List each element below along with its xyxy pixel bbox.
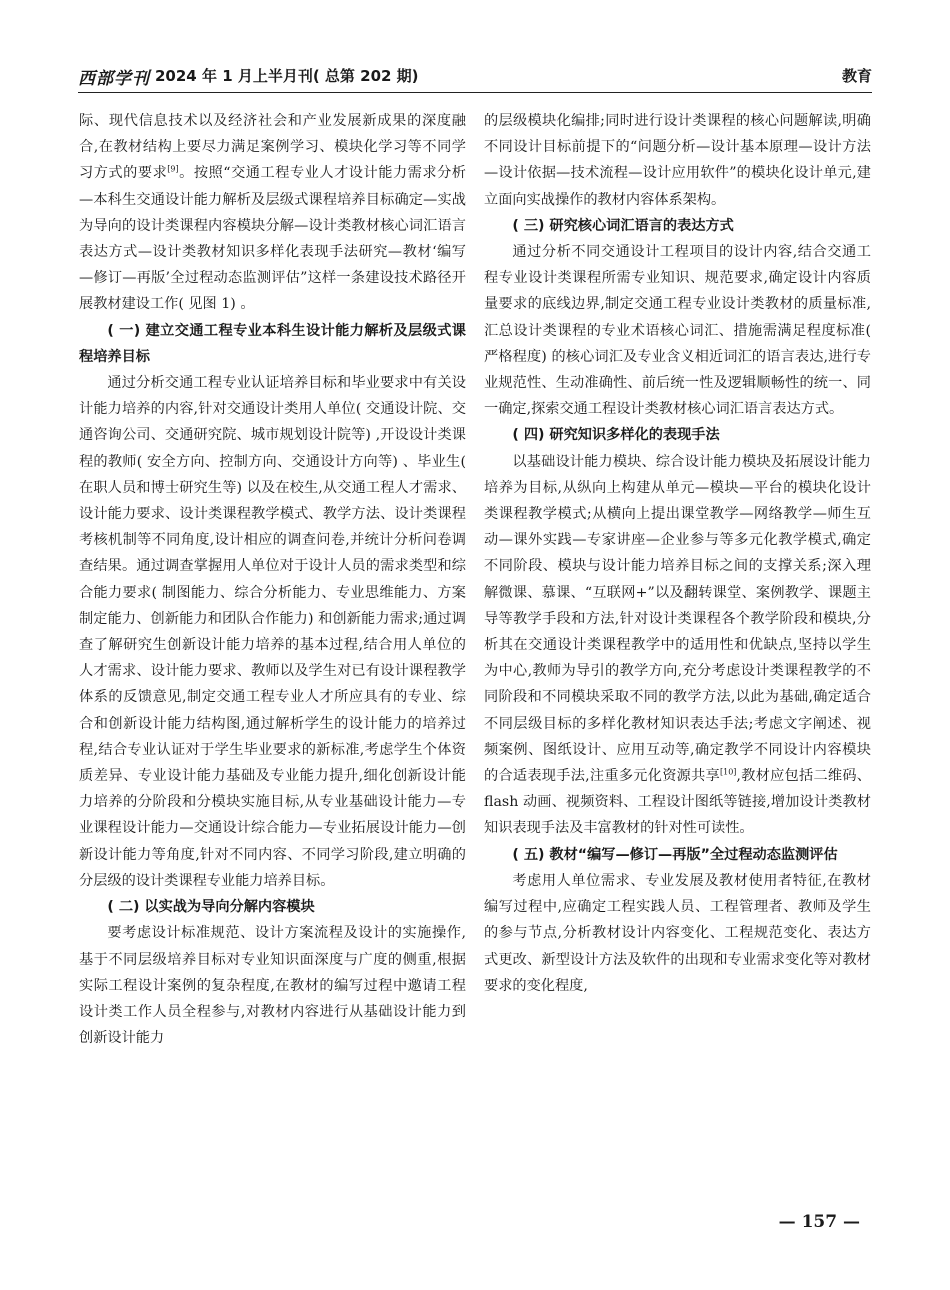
paragraph: 通过分析不同交通设计工程项目的设计内容,结合交通工程专业设计类课程所需专业知识、规范要求,确定设计内容质量要求的底线边界,制定交通工程专业设计类教材的质量标准,汇总设计类课程的专业术语核心词汇、措施需满足程度标准( 严格程度) 的核心词汇及专业含义相近词汇的语言表达,进行专业规范性、生动准确性、前后统一性及逻辑顺畅性的统一、同一确定,探索交通工程设计类教材核心词汇语言表达方式。	[484, 244, 871, 418]
section-heading: ( 五) 教材“编写—修订—再版”全过程动态监测评估	[512, 846, 838, 863]
paragraph: 以基础设计能力模块、综合设计能力模块及拓展设计能力培养为目标,从纵向上构建从单元—模块—平台的模块化设计类课程教学模式;从横向上提出课堂教学—网络教学—师生互动—课外实践—专家讲座—企业参与等多元化教学模式,确定不同阶段、模块与设计能力培养目标之间的支撑关系;深入理解微课、慕课、“互联网+”以及翻转课堂、案例教学、课题主导等教学手段和方法,针对设计类课程各个教学阶段和模块,分析其在交通设计类课程教学中的适用性和优缺点,坚持以学生为中心,教师为导引的教学方向,充分考虑设计类课程教学的不同阶段和不同模块采取不同的教学方法,以此为基础,确定适合不同层级目标的多样化教材知识表达手法;考虑文字阐述、视频案例、图纸设计、应用互动等,确定教学不同设计内容模块的合适表现手法,注重多元化资源共享[10],教材应包括二维码、flash 动画、视频资料、工程设计图纸等链接,增加设计类教材知识表现手法及丰富教材的针对性可读性。	[484, 453, 871, 837]
paragraph: 要考虑设计标准规范、设计方案流程及设计的实施操作,基于不同层级培养目标对专业知识面深度与广度的侧重,根据实际工程设计案例的复杂程度,在教材的编写过程中邀请工程设计类工作人员全程参与,对教材内容进行从基础设计能力到创新设计能力	[79, 925, 466, 1047]
paragraph: 通过分析交通工程专业认证培养目标和毕业要求中有关设计能力培养的内容,针对交通设计类用人单位( 交通设计院、交通咨询公司、交通研究院、城市规划设计院等) ,开设设计类课程的教师( 安全方向、控制方向、交通设计方向等) 、毕业生( 在职人员和博士研究生等) 以及在校生,从交通工程人才需求、设计能力要求、设计类课程教学模式、教学方法、设计类课程考核机制等不同角度,设计相应的调查问卷,并统计分析问卷调查结果。通过调查掌握用人单位对于设计人员的需求类型和综合能力要求( 制图能力、综合分析能力、专业思维能力、方案制定能力、创新能力和团队合作能力) 和创新能力需求;通过调查了解研究生创新设计能力培养的基本过程,结合用人单位的人才需求、设计能力要求、教师以及学生对已有设计课程教学体系的反馈意见,制定交通工程专业人才所应具有的专业、综合和创新设计能力结构图,通过解析学生的设计能力的培养过程,结合专业认证对于学生毕业要求的新标准,考虑学生个体资质差异、专业设计能力基础及专业能力提升,细化创新设计能力培养的分阶段和分模块实施目标,从专业基础设计能力—专业课程设计能力—交通设计综合能力—专业拓展设计能力—创新设计能力等角度,针对不同内容、不同学习阶段,建立明确的分层级的设计类课程专业能力培养目标。	[79, 375, 466, 889]
section-heading: ( 三) 研究核心词汇语言的表达方式	[512, 217, 734, 234]
page-number: — 157 —	[778, 1212, 860, 1232]
paragraph: 际、现代信息技术以及经济社会和产业发展新成果的深度融合,在教材结构上要尽力满足案例学习、模块化学习等不同学习方式的要求[9]。按照“交通工程专业人才设计能力需求分析—本科生交通设计能力解析及层级式课程培养目标确定—实战为导向的设计类课程内容模块分解—设计类教材核心词汇语言表达方式—设计类教材知识多样化表现手法研究—教材‘编写—修订—再版’全过程动态监测评估”这样一条建设技术路径开展教材建设工作( 见图 1) 。	[79, 113, 466, 313]
section-heading: ( 四) 研究知识多样化的表现手法	[512, 427, 720, 444]
paragraph: 的层级模块化编排;同时进行设计类课程的核心问题解读,明确不同设计目标前提下的“问题分析—设计基本原理—设计方法—设计依据—技术流程—设计应用软件”的模块化设计单元,建立面向实战操作的教材内容体系架构。	[484, 113, 871, 208]
right-column	[484, 108, 871, 999]
citation[interactable]: [9]	[167, 164, 179, 174]
paragraph: 考虑用人单位需求、专业发展及教材使用者特征,在教材编写过程中,应确定工程实践人员、工程管理者、教师及学生的参与节点,分析教材设计内容变化、工程规范变化、表达方式更改、新型设计方法及软件的出现和专业需求变化等对教材要求的变化程度,	[484, 872, 871, 994]
citation[interactable]: [10]	[720, 767, 737, 777]
journal-logo: 西部学刊	[78, 69, 150, 89]
left-column	[79, 108, 466, 1051]
section-name: 教育	[841, 67, 872, 85]
page-header	[78, 62, 872, 93]
section-heading: ( 一) 建立交通工程专业本科生设计能力解析及层级式课程培养目标	[79, 322, 466, 365]
section-heading: ( 二) 以实战为导向分解内容模块	[107, 899, 315, 916]
issue-info: 2024 年 1 月上半月刊( 总第 202 期)	[155, 67, 419, 85]
